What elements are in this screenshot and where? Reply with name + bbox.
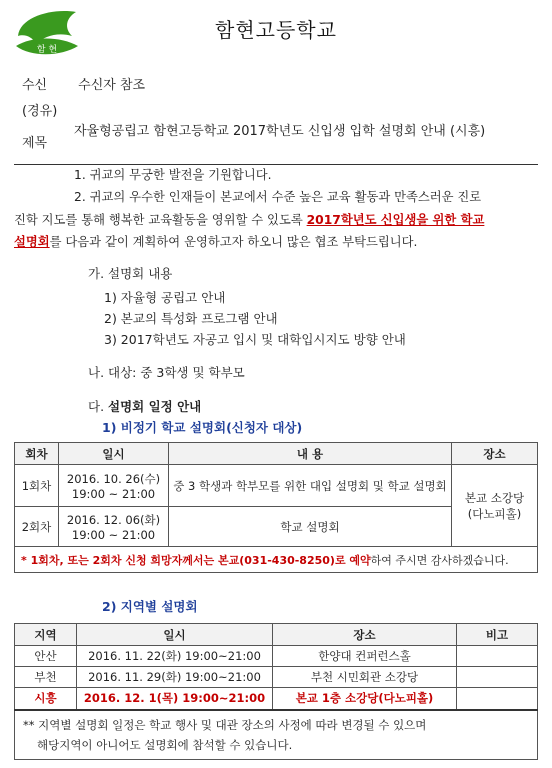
section-ga-item-3: 3) 2017학년도 자공고 입시 및 대학입시지도 방향 안내: [104, 332, 406, 347]
subject-value: 자율형공립고 함현고등학교 2017학년도 신입생 입학 설명회 안내 (시흥): [74, 124, 486, 139]
section-da-prefix: 다.: [88, 399, 109, 414]
subject-line: [22, 122, 542, 151]
t2-row2-datetime: 2016. 11. 29(화) 19:00~21:00: [77, 667, 273, 688]
t2-row1-region: 안산: [15, 646, 77, 667]
t2-row1-datetime: 2016. 11. 22(화) 19:00~21:00: [77, 646, 273, 667]
t2-row2-place: 부천 시민회관 소강당: [273, 667, 457, 688]
t1-place-line-1: 본교 소강당: [464, 490, 525, 505]
t1-note-rest: 하여 주시면 감사하겠습니다.: [370, 553, 509, 567]
via-line: [22, 100, 57, 119]
t2-note-line-2: 해당지역이 아니어도 설명회에 참석할 수 있습니다.: [37, 737, 293, 752]
t1-note-red: * 1회차, 또는 2회차 신청 희망자께서는 본교(031-430-8250)로 예약: [21, 553, 371, 567]
table-row: [15, 646, 538, 667]
paragraph-1: 1. 귀교의 무궁한 발전을 기원합니다.: [74, 168, 272, 182]
t2-header-place: 장소: [273, 624, 457, 646]
table-row: [15, 688, 538, 710]
t2-row2-region: 부천: [15, 667, 77, 688]
t2-row3-datetime: 2016. 12. 1(목) 19:00~21:00: [77, 688, 273, 710]
recipient-key: 수신: [22, 78, 48, 93]
section-na: 나. 대상: 중 3학생 및 학부모: [88, 365, 245, 380]
t1-row1-time: 19:00 ~ 21:00: [71, 486, 156, 501]
section-da-sub-1: 1) 비정기 학교 설명회(신청자 대상): [102, 420, 303, 435]
t1-header-place: 장소: [452, 443, 538, 465]
t2-row3-region: 시흥: [15, 688, 77, 710]
logo-text: 함 현: [36, 45, 58, 55]
schedule-table-2: [14, 623, 538, 760]
t2-row3-place: 본교 1층 소강당(다노피홀): [273, 688, 457, 710]
t2-row1-note: [457, 646, 538, 667]
subject-key: 제목: [22, 136, 48, 151]
schedule-table-1: [14, 442, 538, 573]
paragraph-2-line-3: [14, 231, 544, 253]
t1-place-line-2: (다노피홀): [467, 506, 522, 521]
t1-row1-round: 1회차: [15, 465, 59, 507]
t1-row1-content: 중 3 학생과 학부모를 위한 대입 설명회 및 학교 설명회: [169, 465, 452, 507]
t1-header-content: 내 용: [169, 443, 452, 465]
paragraph-2-highlight-2: 설명회: [14, 235, 50, 249]
school-name: 함현고등학교: [215, 18, 337, 42]
t2-header-region: 지역: [15, 624, 77, 646]
t1-row2-round: 2회차: [15, 507, 59, 547]
paragraph-2-line-2: [14, 209, 544, 231]
paragraph-2-line-1: 2. 귀교의 우수한 인재들이 본교에서 수준 높은 교육 활동과 만족스러운 진로: [74, 190, 482, 204]
t1-header-round: 회차: [15, 443, 59, 465]
t2-note-line-1: ** 지역별 설명회 일정은 학교 행사 및 대관 장소의 사정에 따라 변경될 수 있으며: [23, 717, 427, 732]
t1-row1-datetime: [59, 465, 169, 507]
t1-row2-time: 19:00 ~ 21:00: [71, 527, 156, 542]
t1-row2-datetime: [59, 507, 169, 547]
section-da-heading: 설명회 일정 안내: [108, 399, 202, 414]
t2-header-datetime: 일시: [77, 624, 273, 646]
table-row: [15, 465, 538, 507]
t2-row1-place: 한양대 컨퍼런스홀: [273, 646, 457, 667]
t1-row2-date: 2016. 12. 06(화): [66, 512, 161, 527]
t1-row1-date: 2016. 10. 26(수): [66, 471, 161, 486]
section-da-title: [88, 397, 201, 415]
recipient-value: 수신자 참조: [78, 78, 146, 93]
t1-place: [452, 465, 538, 547]
t2-row2-note: [457, 667, 538, 688]
t1-row2-content: 학교 설명회: [169, 507, 452, 547]
section-ga-title: 가. 설명회 내용: [88, 266, 173, 281]
paragraph-2-end: 를 다음과 같이 계획하여 운영하고자 하오니 많은 협조 부탁드립니다.: [49, 235, 418, 249]
t2-header-note: 비고: [457, 624, 538, 646]
via-key: (경유): [22, 104, 58, 119]
table-row: [15, 667, 538, 688]
t2-row3-note: [457, 688, 538, 710]
section-ga-item-2: 2) 본교의 특성화 프로그램 안내: [104, 311, 278, 326]
section-da-sub-2: 2) 지역별 설명회: [102, 599, 198, 614]
recipient-line: [22, 74, 145, 93]
t1-note: [15, 547, 538, 573]
t2-note: [15, 710, 538, 760]
t1-header-date: 일시: [59, 443, 169, 465]
paragraph-2-highlight-1: 2017학년도 신입생을 위한 학교: [306, 213, 485, 227]
paragraph-2-text: 진학 지도를 통해 행복한 교육활동을 영위할 수 있도록: [14, 213, 307, 227]
section-ga-item-1: 1) 자율형 공립고 안내: [104, 290, 226, 305]
